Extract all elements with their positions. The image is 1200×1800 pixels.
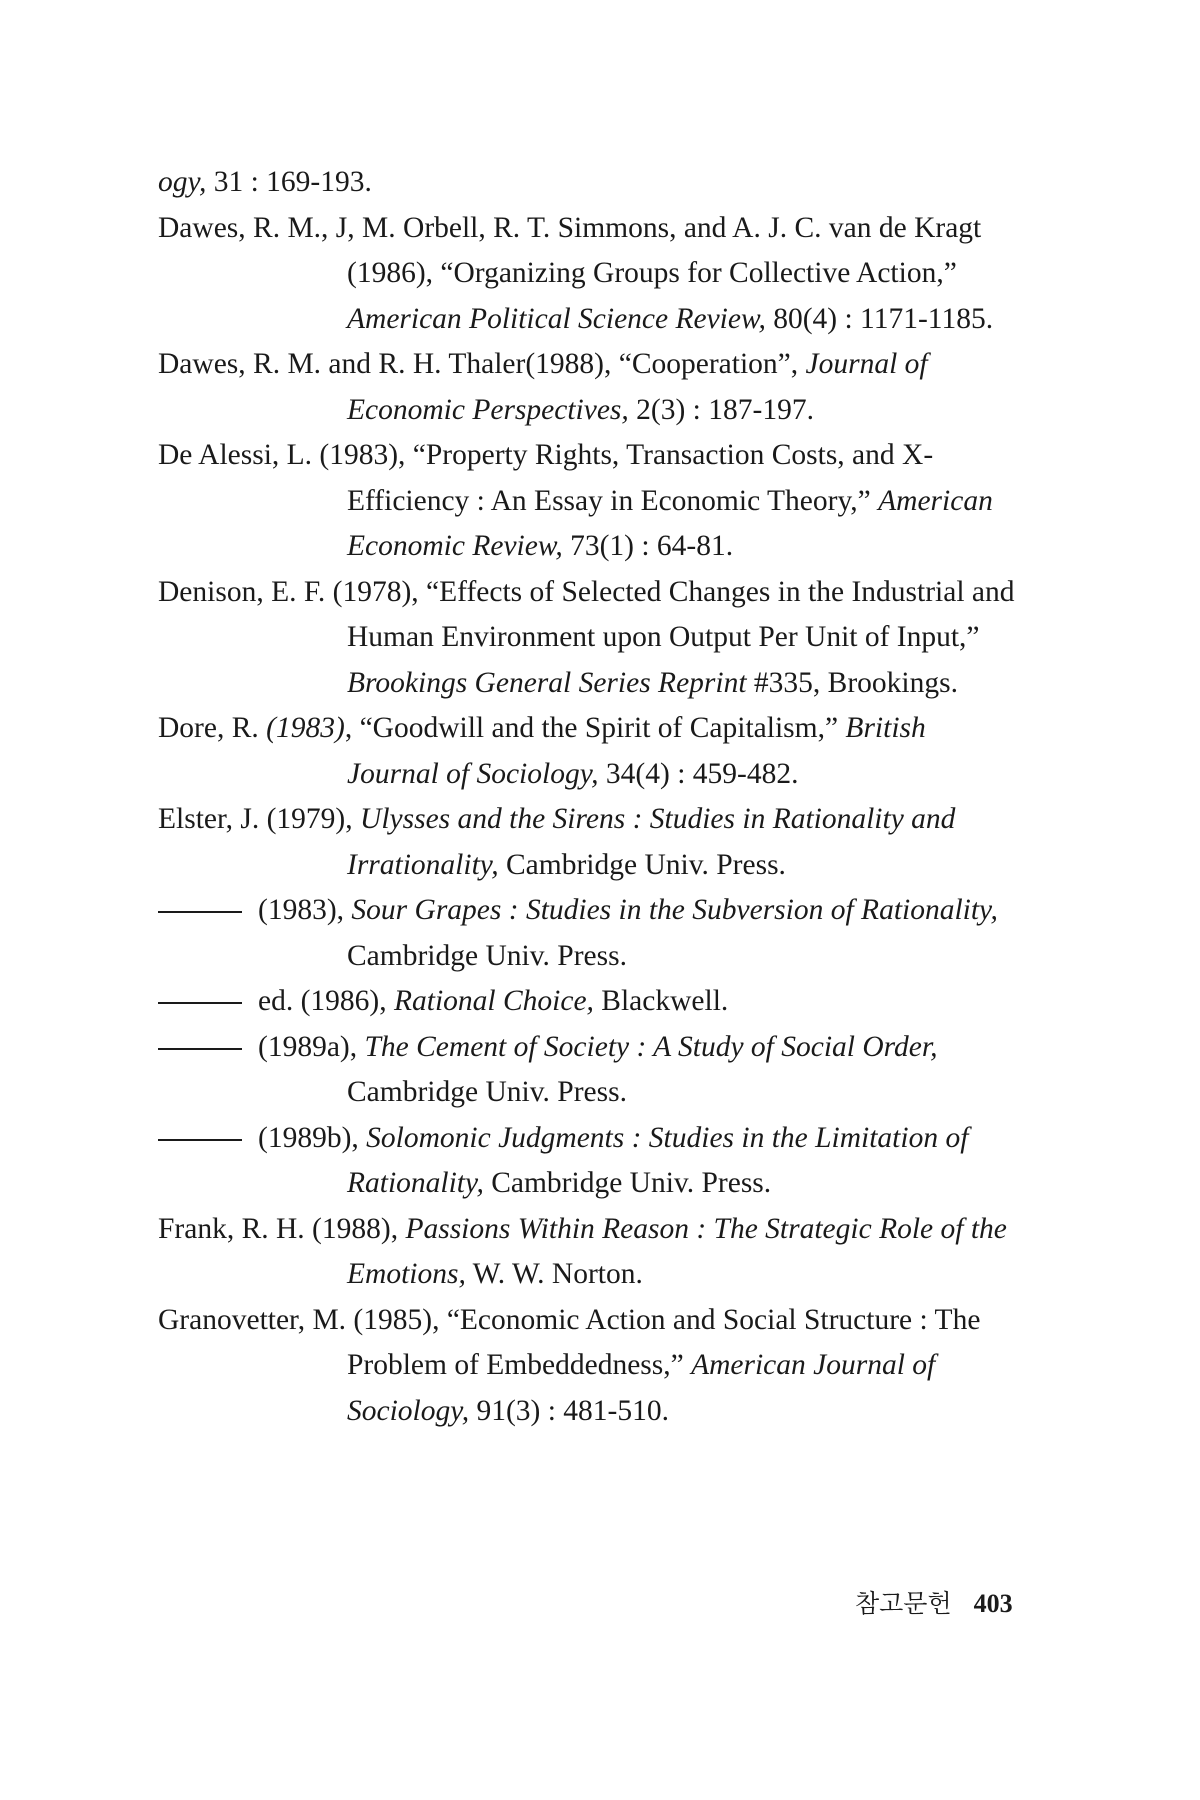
reference-entry — [158, 706, 1024, 797]
ref-author: Dawes, R. M. and R. H. Thaler(1988), “Cooperation”, — [158, 348, 806, 380]
reference-entry — [158, 797, 1024, 888]
reference-continuation — [158, 160, 1024, 206]
reference-entry — [158, 888, 1024, 979]
ref-author: Granovetter, M. (1985), “Economic Action and Social Structure : The Problem of Embeddedness,” — [158, 1303, 981, 1381]
reference-list — [158, 160, 1024, 1434]
ref-year: (1983), — [258, 894, 352, 926]
ref-details: #335, Brookings. — [746, 666, 958, 699]
ref-details: Cambridge Univ. Press. — [347, 1076, 627, 1108]
ref-title: ogy, — [158, 166, 207, 198]
ref-year: (1989a), — [258, 1030, 365, 1063]
reference-entry — [158, 1298, 1024, 1435]
ref-title: Brookings General Series Reprint — [347, 666, 747, 699]
ref-details: 2(3) : 187-197. — [628, 393, 814, 426]
ref-details: W. W. Norton. — [465, 1258, 643, 1290]
reference-entry — [158, 433, 1024, 570]
ref-details: Blackwell. — [593, 985, 729, 1017]
page-number: 403 — [973, 1589, 1013, 1618]
ref-author: Elster, J. (1979), — [158, 803, 361, 835]
ref-author: Dore, R. — [158, 712, 267, 744]
same-author-dash — [158, 1139, 242, 1141]
ref-author: De Alessi, L. (1983), “Property Rights, Transaction Costs, and X-Efficiency : An Essay in Economic Theory,” — [158, 439, 934, 517]
ref-title: Passions Within Reason : The Strategic Role of the Emotions, — [347, 1212, 1007, 1290]
ref-title: Solomonic Judgments : Studies in the Limitation of Rationality, — [347, 1121, 969, 1199]
reference-entry — [158, 342, 1024, 433]
ref-details: 34(4) : 459-482. — [598, 757, 799, 790]
ref-year: (1989b), — [258, 1121, 367, 1154]
ref-details: 80(4) : 1171-1185. — [765, 302, 994, 335]
section-label: 참고문헌 — [855, 1589, 952, 1618]
ref-details: 73(1) : 64-81. — [562, 530, 734, 562]
ref-title: Sour Grapes : Studies in the Subversion of Rationality, — [351, 894, 998, 926]
reference-entry — [158, 1025, 1024, 1116]
ref-title: Ulysses and the Sirens : Studies in Rationality and Irrationality, — [347, 803, 956, 881]
ref-year: (1983) — [266, 712, 345, 744]
ref-details: 91(3) : 481-510. — [469, 1394, 669, 1427]
ref-title: Rational Choice, — [394, 985, 594, 1017]
ref-title: American Economic Review, — [347, 484, 993, 562]
ref-title: American Journal of Sociology, — [347, 1349, 936, 1427]
ref-author: Frank, R. H. (1988), — [158, 1212, 406, 1245]
ref-author: Dawes, R. M., J, M. Orbell, R. T. Simmons, and A. J. C. van de Kragt (1986), “Organizing Groups for Collective Action,” — [158, 211, 982, 289]
reference-entry — [158, 1207, 1024, 1298]
ref-details: 31 : 169-193. — [206, 166, 372, 198]
same-author-dash — [158, 911, 242, 913]
ref-title: American Political Science Review, — [347, 302, 766, 335]
reference-entry — [158, 206, 1024, 343]
ref-title: British Journal of Sociology, — [347, 712, 926, 790]
reference-entry — [158, 979, 1024, 1025]
ref-article: , “Goodwill and the Spirit of Capitalism,” — [344, 712, 846, 744]
ref-details: Cambridge Univ. Press. — [347, 939, 627, 972]
page-footer — [855, 1584, 1013, 1624]
ref-year: ed. (1986), — [258, 985, 394, 1017]
reference-entry — [158, 570, 1024, 707]
same-author-dash — [158, 1048, 242, 1050]
same-author-dash — [158, 1002, 242, 1004]
ref-author: Denison, E. F. (1978), “Effects of Selected Changes in the Industrial and Human Environment upon Output Per Unit of Input,” — [158, 575, 1015, 653]
ref-title: The Cement of Society : A Study of Social Order, — [364, 1030, 938, 1063]
reference-entry — [158, 1116, 1024, 1207]
ref-details: Cambridge Univ. Press. — [483, 1167, 772, 1199]
ref-details: Cambridge Univ. Press. — [498, 848, 786, 881]
ref-title: Journal of Economic Perspectives, — [347, 348, 928, 426]
